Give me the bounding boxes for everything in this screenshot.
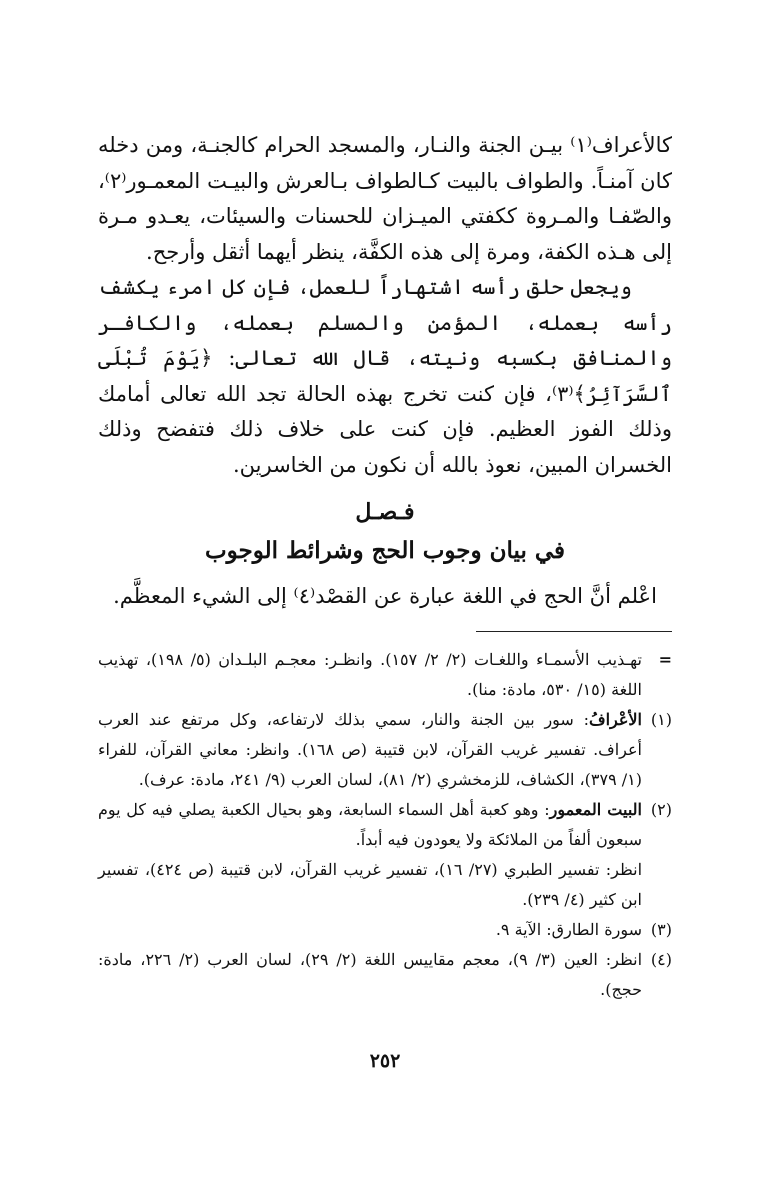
footnote-3 <box>98 915 672 945</box>
footnote-number: (١) <box>650 710 672 729</box>
section-title: في بيان وجوب الحج وشرائط الوجوب <box>204 537 566 564</box>
paragraph-2: ويجعل حلق رأسه اشتهاراً للعمل، فإن كل امرء يكشف رأسه بعمله، المؤمن والمسلم بعمله، والكافـر والمنافق بكسبه ونيته، قال الله تعالى: ﴿يَوْمَ تُبْلَى ٱلسَّرَآئِرُ﴾⁽٣⁾، فإن كنت تخرج بهذه الحالة تجد الله تعالى أمامك وذلك الفوز العظيم. فإن كنت على خلاف ذلك فتفضح وذلك الخسران المبين، نعوذ بالله أن نكون من الخاسرين. <box>98 275 672 477</box>
footnote-text: سورة الطارق: الآية ٩. <box>495 920 642 939</box>
footnote-text: تهـذيب الأسمـاء واللغـات (٢/ ٢/ ١٥٧). وانظـر: معجـم البلـدان (٥/ ١٩٨)، تهذيب اللغة (١٥/ ٥٣٠، مادة: منا). <box>98 650 643 699</box>
footnote-2 <box>98 795 672 915</box>
footnote-number: (٣) <box>650 920 672 939</box>
footnote-1 <box>98 705 672 795</box>
footnote-4 <box>98 945 672 1005</box>
footnote-continuation <box>98 645 672 705</box>
footnote-number: = <box>658 650 672 669</box>
footnote-separator <box>476 631 672 632</box>
section-first-sentence: اعْلم أنَّ الحج في اللغة عبارة عن القصْد⁽٤⁾ إلى الشيء المعظَّم. <box>113 584 657 608</box>
footnote-number: (٤) <box>650 950 672 969</box>
footnote-text: : وهو كعبة أهل السماء السابعة، وهو بحيال الكعبة يصلي فيه كل يوم سبعون ألفاً من الملائكة ولا يعودون فيه أبداً. <box>98 800 642 849</box>
main-text <box>98 128 672 483</box>
footnote-term: البيت المعمور <box>549 800 642 819</box>
section-heading <box>80 492 690 570</box>
footnote-term: الأعْرافُ <box>589 710 642 729</box>
footnotes <box>98 645 672 1005</box>
footnote-text: انظر: تفسير الطبري (٢٧/ ١٦)، تفسير غريب القرآن، لابن قتيبة (ص ٤٢٤)، تفسير ابن كثير (٤/ ٢٣٩). <box>98 860 643 909</box>
paragraph-1: كالأعراف⁽١⁾ بيـن الجنة والنـار، والمسجد الحرام كالجنـة، ومن دخله كان آمنـاً. والطواف بالبيت كـالطواف بـالعرش والبيـت المعمـور⁽٢⁾، والصّفـا والمـروة ككفتي الميـزان للحسنات والسيئات، يعـدو مـرة إلى هـذه الكفة، ومرة إلى هذه الكفَّة، ينظر أيهما أثقل وأرجح. <box>98 133 672 264</box>
footnote-text: : سور بين الجنة والنار، سمي بذلك لارتفاعه، وكل مرتفع عند العرب أعراف. تفسير غريب القرآن، لابن قتيبة (ص ١٦٨). وانظر: معاني القرآن، للفراء (١/ ٣٧٩)، الكشاف، للزمخشري (٢/ ٨١)، لسان العرب (٩/ ٢٤١، مادة: عرف). <box>98 710 642 789</box>
footnote-text: انظر: العين (٣/ ٩)، معجم مقاييس اللغة (٢/ ٢٩)، لسان العرب (٢/ ٢٢٦، مادة: حجج). <box>98 950 643 999</box>
page-number: ٢٥٢ <box>369 1050 401 1072</box>
footnote-number: (٢) <box>650 800 672 819</box>
fasl-heading: فـصـل <box>355 499 415 525</box>
